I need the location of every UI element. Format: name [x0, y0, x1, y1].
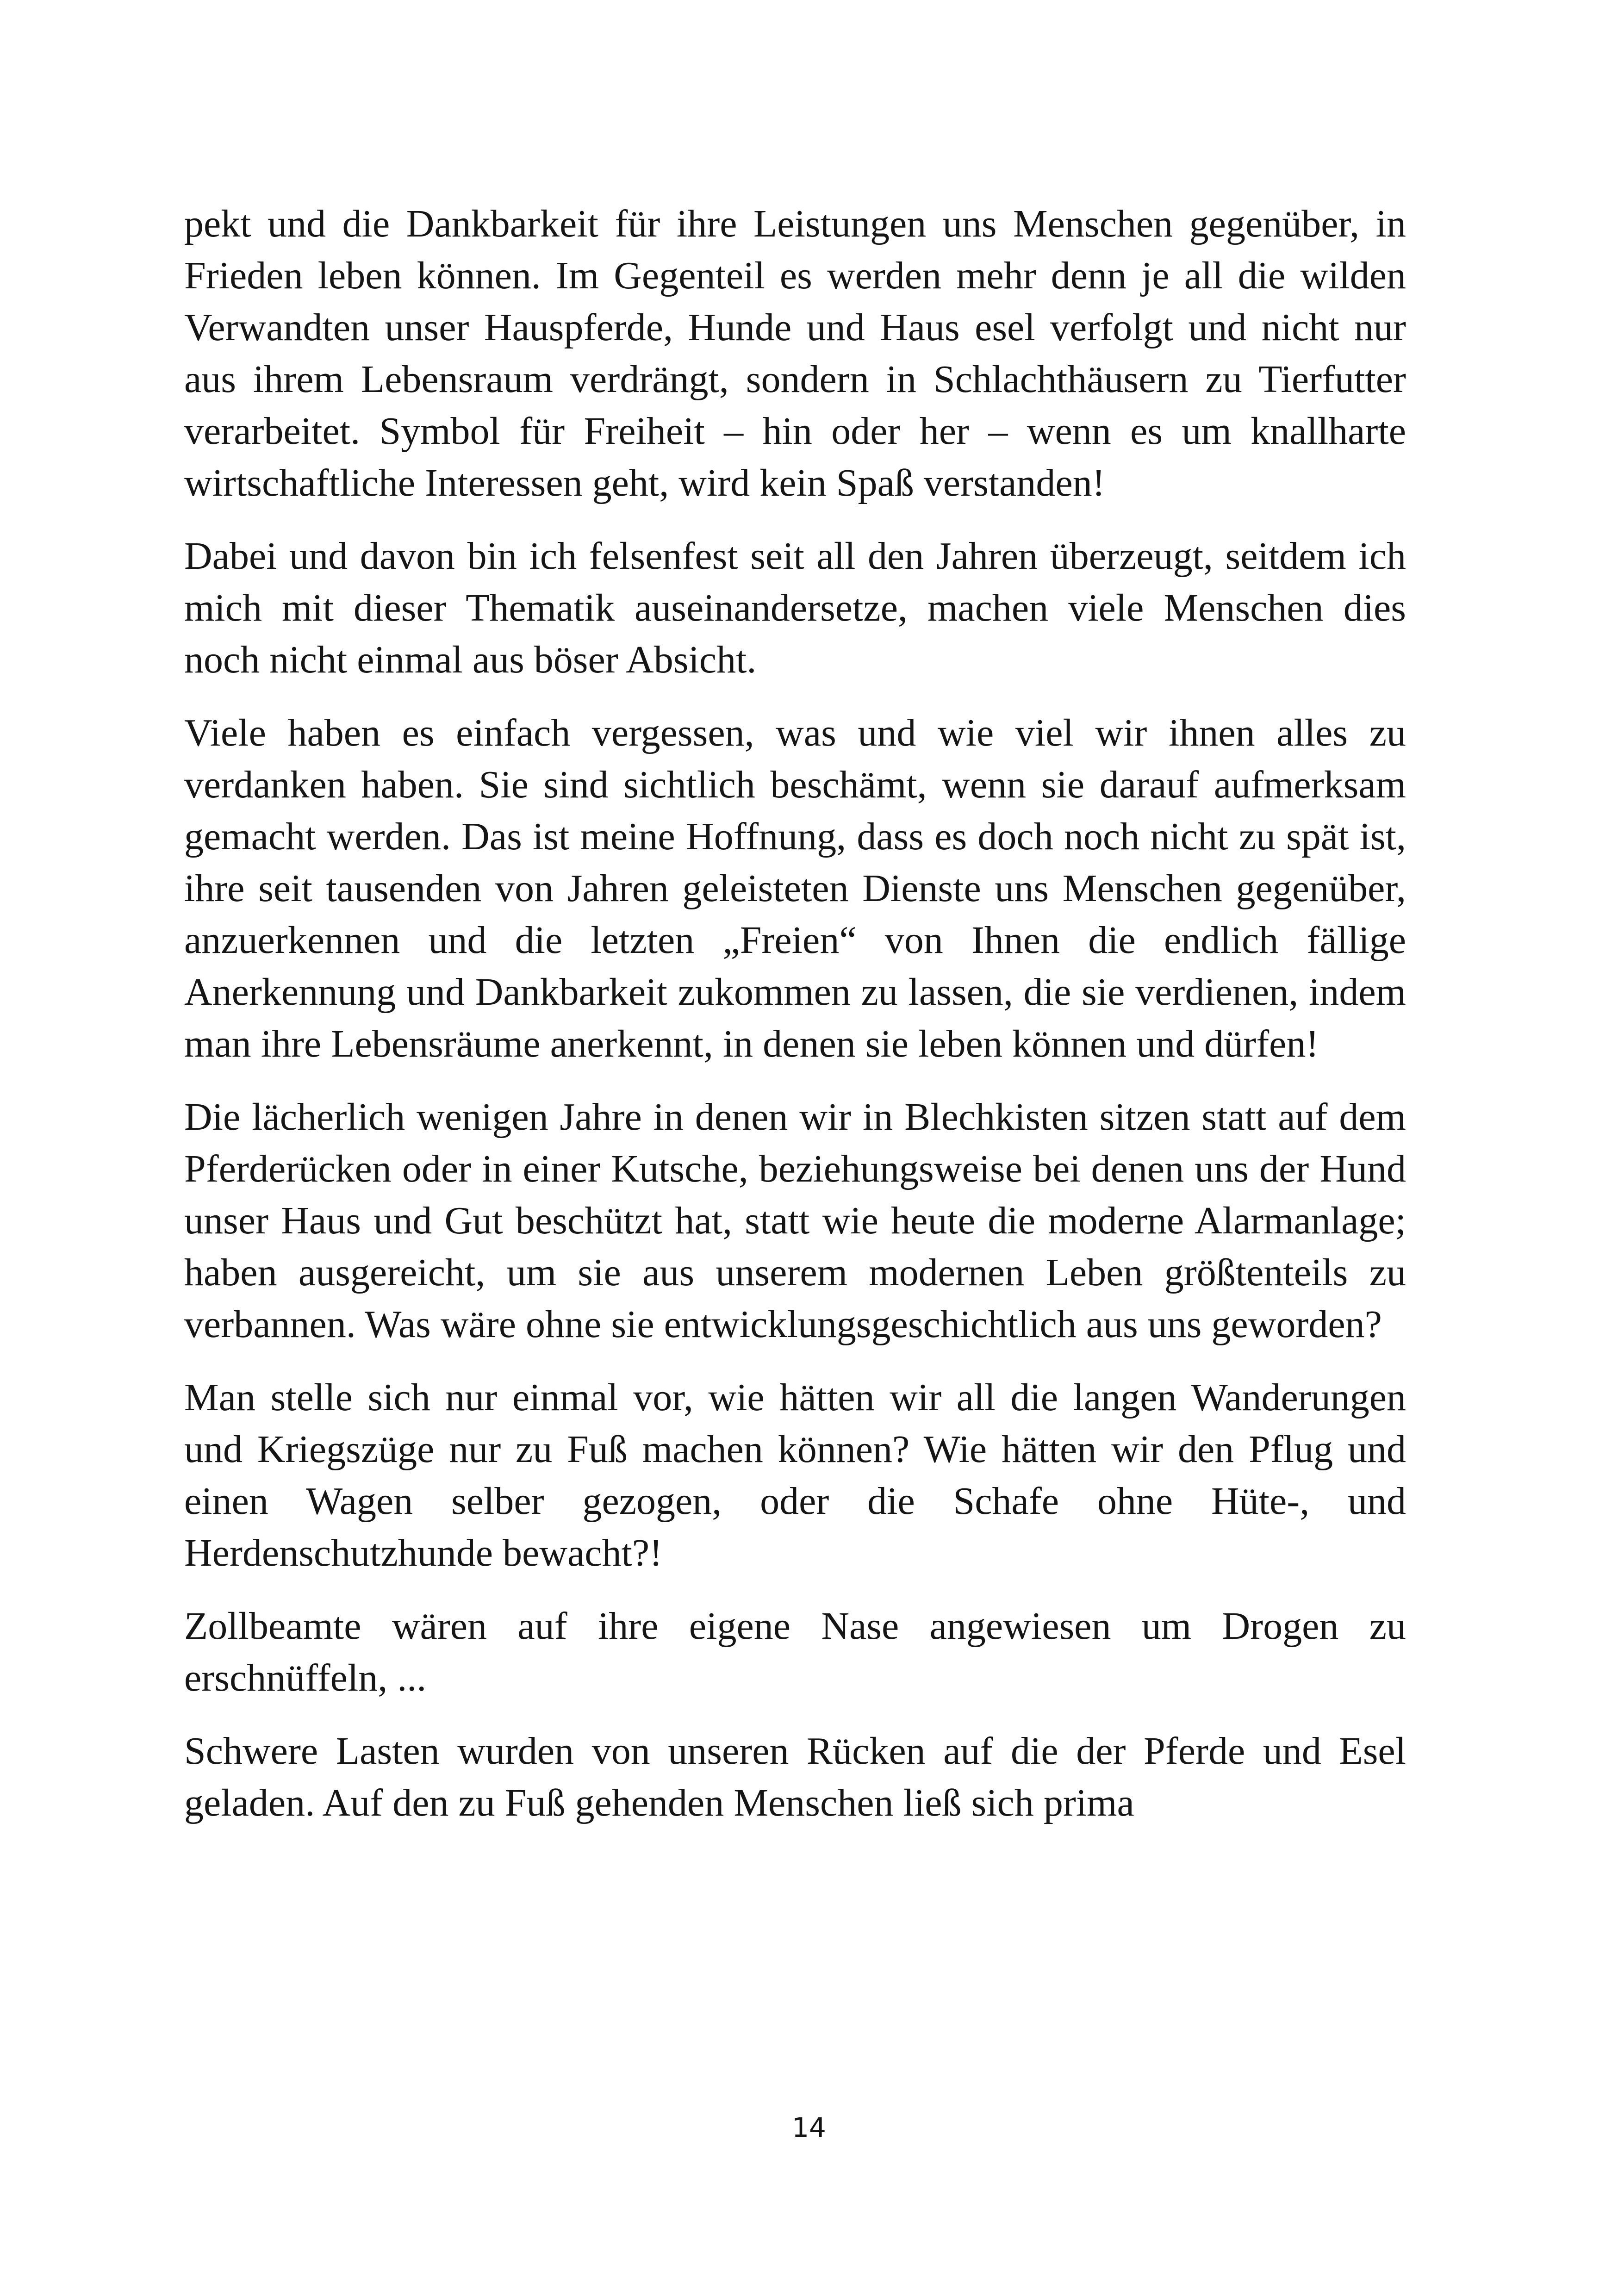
- paragraph: pekt und die Dankbarkeit für ihre Leistungen uns Menschen gegenüber, in Frieden leben können. Im Gegenteil es werden mehr denn je all die wilden Verwandten unser Hauspferde, Hunde und Haus esel verfolgt und nicht nur aus ihrem Lebensraum verdrängt, sondern in Schlachthäusern zu Tierfutter verarbeitet. Symbol für Freiheit – hin oder her – wenn es um knallharte wirtschaftliche Interessen geht, wird kein Spaß verstanden!: [184, 202, 1406, 504]
- paragraph: Man stelle sich nur einmal vor, wie hätten wir all die langen Wanderungen und Kriegszüge nur zu Fuß machen können? Wie hätten wir den Pflug und einen Wagen selber gezogen, oder die Schafe ohne Hüte-, und Herdenschutzhunde bewacht?!: [184, 1376, 1406, 1574]
- paragraph: Viele haben es einfach vergessen, was und wie viel wir ihnen alles zu verdanken haben. Sie sind sichtlich beschämt, wenn sie darauf aufmerksam gemacht werden. Das ist meine Hoffnung, dass es doch noch nicht zu spät ist, ihre seit tausenden von Jahren geleisteten Dienste uns Menschen gegenüber, anzuerkennen und die letzten „Freien“ von Ihnen die endlich fällige Anerkennung und Dankbarkeit zukommen zu lassen, die sie verdienen, indem man ihre Lebensräume anerkennt, in denen sie leben können und dürfen!: [184, 711, 1406, 1065]
- paragraph: Die lächerlich wenigen Jahre in denen wir in Blechkisten sitzen statt auf dem Pferderücken oder in einer Kutsche, beziehungsweise bei denen uns der Hund unser Haus und Gut beschützt hat, statt wie heute die moderne Alarmanlage; haben ausgereicht, um sie aus unserem modernen Leben größtenteils zu verbannen. Was wäre ohne sie entwicklungsgeschichtlich aus uns geworden?: [184, 1095, 1406, 1346]
- paragraph: Zollbeamte wären auf ihre eigene Nase angewiesen um Drogen zu erschnüffeln, ...: [184, 1605, 1406, 1699]
- page-number: 14: [792, 2112, 826, 2143]
- paragraph: Schwere Lasten wurden von unseren Rücken auf die der Pferde und Esel geladen. Auf den zu Fuß gehenden Menschen ließ sich prima: [184, 1730, 1406, 1824]
- paragraph: Dabei und davon bin ich felsenfest seit all den Jahren überzeugt, seitdem ich mich mit dieser Thematik auseinandersetze, machen viele Menschen dies noch nicht einmal aus böser Absicht.: [184, 535, 1406, 681]
- page-body-text: [184, 198, 1406, 1850]
